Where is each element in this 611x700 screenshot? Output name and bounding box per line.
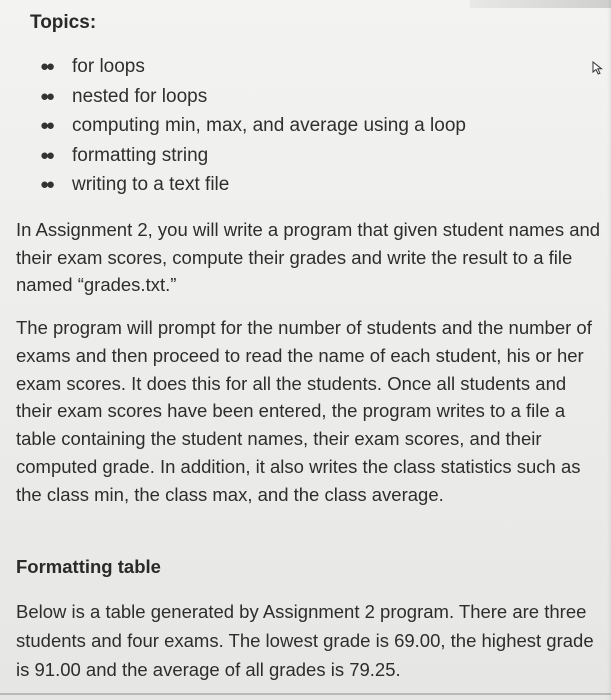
mouse-cursor-icon — [591, 61, 605, 75]
top-edge-strip — [470, 0, 611, 8]
intro-paragraph: In Assignment 2, you will write a program that given student names and their exam scores, compute their grades and write the result to a file named “grades.txt.” — [16, 219, 601, 295]
topics-heading: Topics: — [30, 12, 97, 33]
bullet-icon: ●● — [40, 146, 53, 164]
section-heading: Formatting table — [16, 556, 161, 577]
bullet-icon: ●● — [40, 87, 53, 105]
page-edge-shadow — [607, 0, 611, 700]
table-intro-paragraph: Below is a table generated by Assignment 2 program. There are three students and four exams. The lowest grade is 69.00, the highest grade is 91.00 and the average of all grades is 79.25. — [16, 601, 594, 680]
topic-label: computing min, max, and average using a loop — [72, 115, 466, 136]
list-item — [40, 82, 466, 112]
topic-label: formatting string — [72, 144, 209, 166]
list-item — [40, 111, 466, 141]
description-paragraph: The program will prompt for the number of students and the number of exams and then proceed to read the name of each student, his or her exam scores. It does this for all the students. Once all students and their exam scores have been entered, the program writes to a file a table containing the student names, their exam scores, and their computed grade. In addition, it also writes the class statistics such as the class min, the class max, and the class average. — [16, 317, 592, 505]
divider — [0, 693, 611, 695]
list-item — [40, 52, 466, 82]
bullet-icon: ●● — [40, 176, 53, 193]
topic-label: nested for loops — [72, 85, 208, 107]
bullet-icon: ●● — [40, 117, 53, 134]
bullet-icon: ●● — [40, 58, 53, 75]
list-item — [40, 170, 466, 200]
list-item — [40, 141, 466, 171]
topic-list — [40, 52, 466, 200]
topic-label: for loops — [72, 56, 145, 77]
topic-label: writing to a text file — [72, 174, 230, 195]
